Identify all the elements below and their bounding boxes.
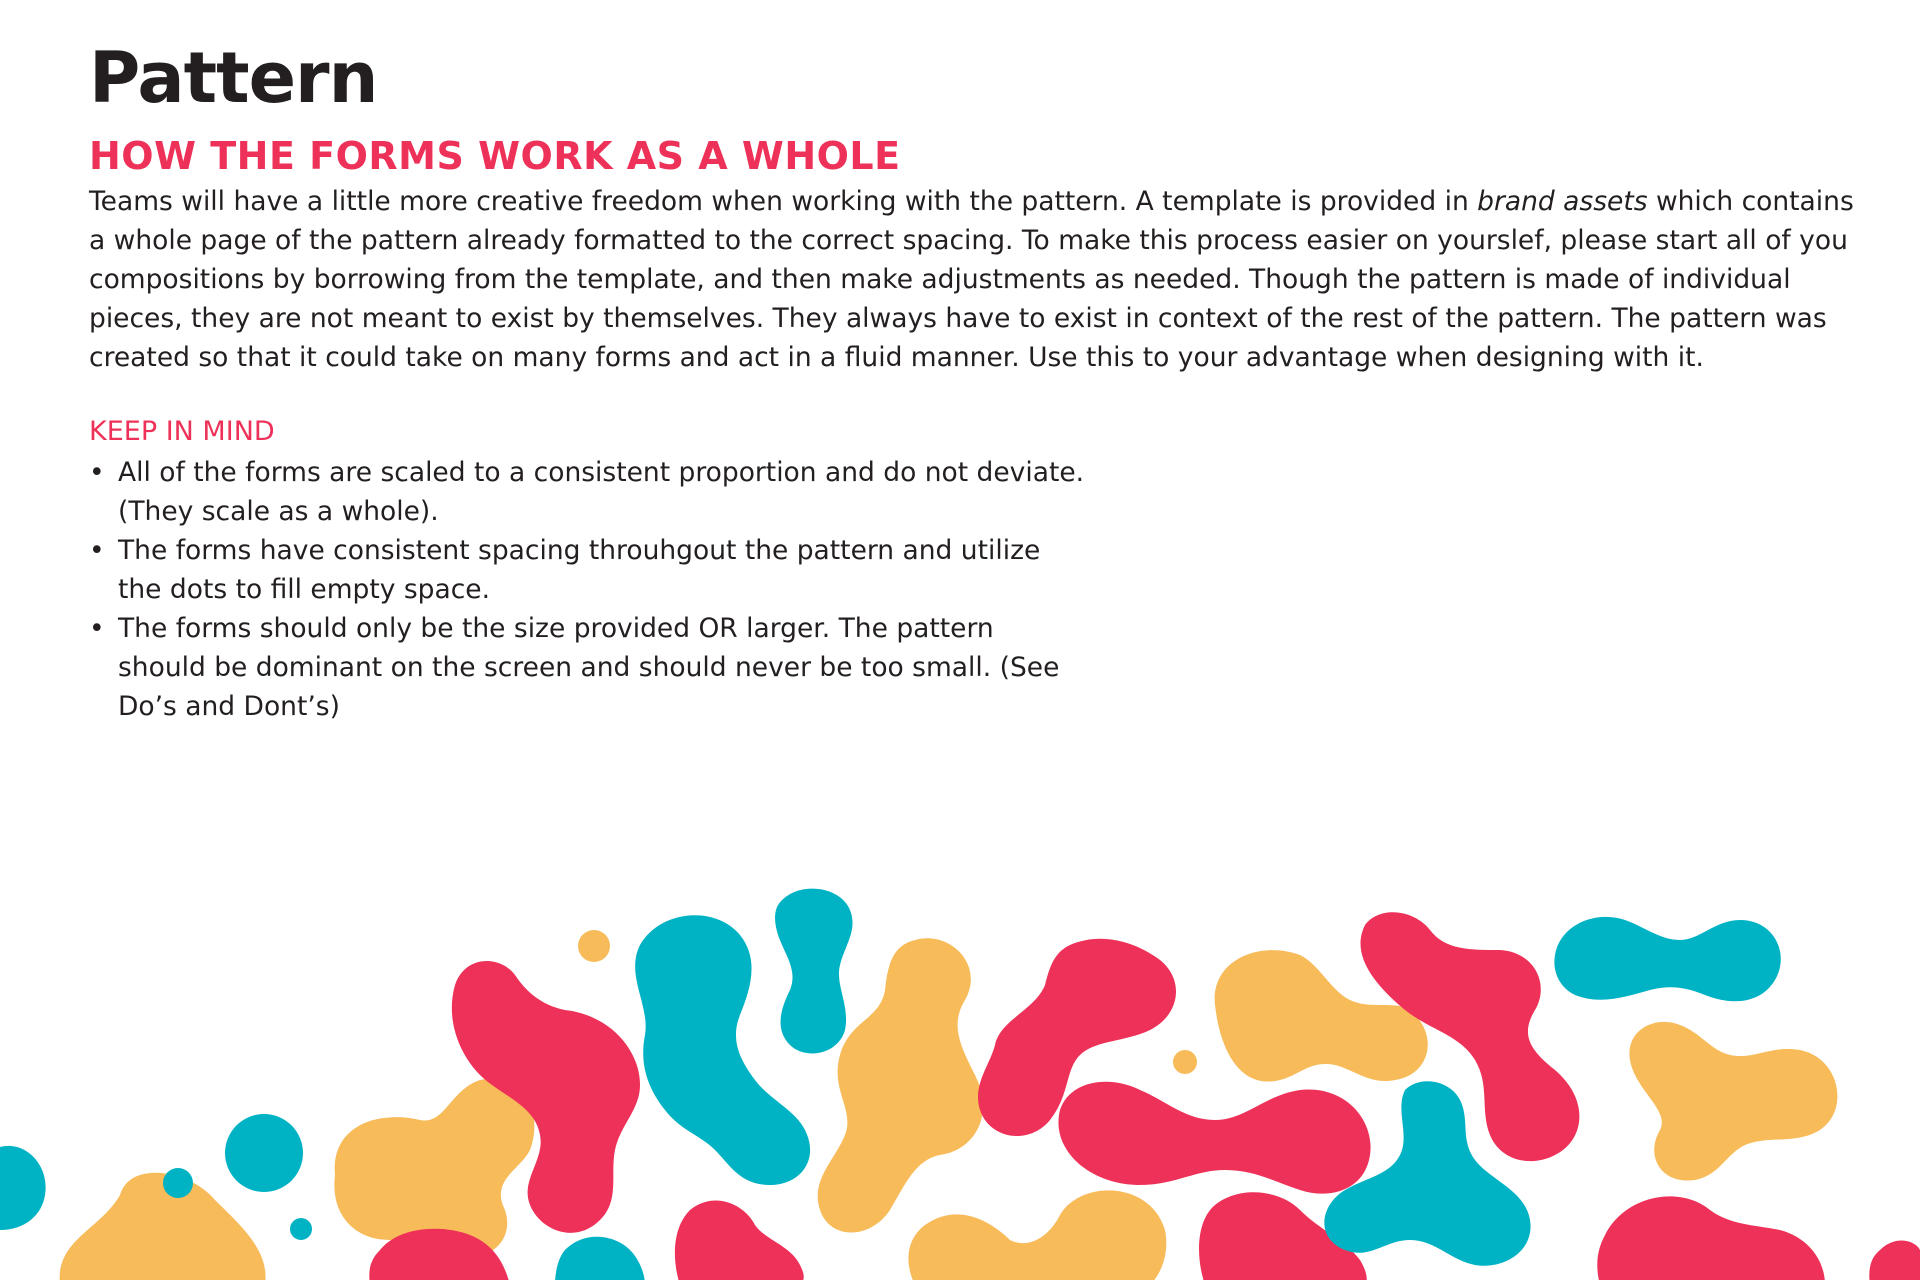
intro-emphasis: brand assets (1477, 186, 1648, 217)
list-item-text: All of the forms are scaled to a consistent proportion and do not deviate. (They scale as a whole). (118, 457, 1085, 527)
intro-text-part1: Teams will have a little more creative freedom when working with the pattern. A template is provided in (89, 186, 1478, 217)
list-item-text: The forms should only be the size provided OR larger. The pattern should be dominant on the screen and should never be too small. (See Do’s and Dont’s) (118, 613, 1060, 722)
bullet-icon: • (89, 535, 105, 566)
intro-text-part2: which contains a whole page of the pattern already formatted to the correct spacing. To make this process easier on yourslef, please start all of you compositions by borrowing from the template, and then make adjustments as needed. Though the pattern is made of individual pieces, they are not meant to exist by themselves. They always have to exist in context of the rest of the pattern. The pattern was created so that it could take on many forms and act in a fluid manner. Use this to your advantage when designing with it. (89, 186, 1854, 373)
decorative-blob-pattern (0, 860, 1920, 1280)
keep-in-mind-heading: KEEP IN MIND (89, 416, 275, 447)
list-item-text: The forms have consistent spacing throuhgout the pattern and utilize the dots to fill empty space. (118, 535, 1041, 605)
intro-paragraph (89, 182, 1859, 377)
section-subtitle: HOW THE FORMS WORK AS A WHOLE (89, 134, 901, 178)
content-area (89, 37, 1854, 726)
page-title: Pattern (89, 37, 378, 119)
keep-in-mind-list (89, 453, 1089, 726)
list-item (89, 531, 1089, 609)
list-item (89, 609, 1089, 726)
bullet-icon: • (89, 613, 105, 644)
bullet-icon: • (89, 457, 105, 488)
list-item (89, 453, 1089, 531)
